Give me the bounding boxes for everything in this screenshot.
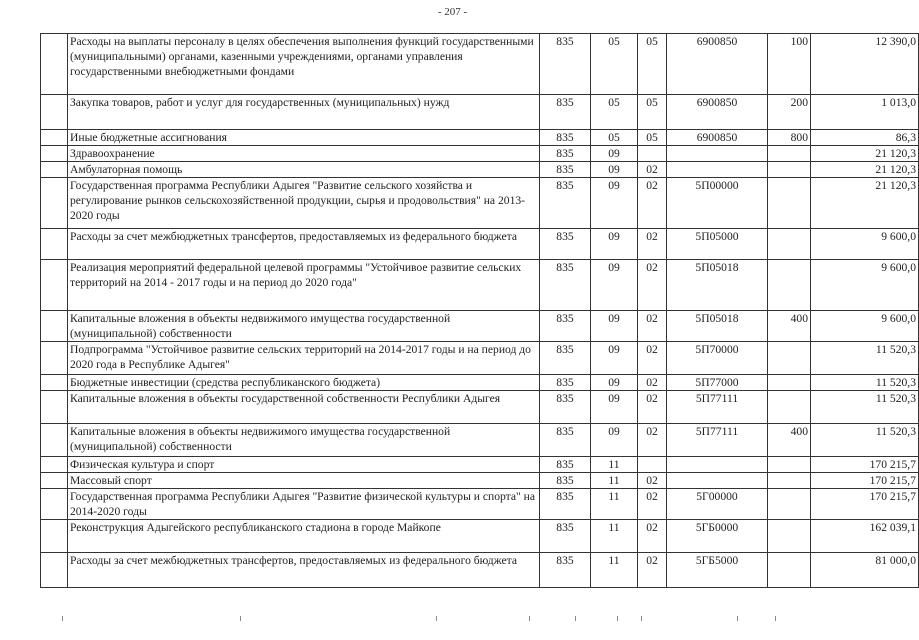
subsection-code-cell: 02	[638, 342, 667, 375]
expense-type-cell	[768, 473, 811, 489]
target-article-cell: 5П77111	[667, 391, 768, 424]
target-article-cell: 6900850	[667, 130, 768, 146]
amount-cell: 162 039,1	[811, 520, 919, 553]
subsection-code-cell: 02	[638, 229, 667, 260]
table-row	[41, 391, 919, 424]
budget-table	[40, 33, 919, 588]
expense-type-cell	[768, 260, 811, 311]
subsection-code-cell	[638, 146, 667, 162]
row-index-cell	[41, 424, 68, 457]
table-row	[41, 95, 919, 130]
expense-type-cell: 800	[768, 130, 811, 146]
tick-mark	[529, 616, 530, 621]
table-row	[41, 34, 919, 95]
target-article-cell: 5П00000	[667, 178, 768, 229]
tick-mark	[641, 616, 642, 621]
item-name-cell: Реализация мероприятий федеральной целевой программы "Устойчивое развитие сельских территорий на 2014 - 2017 годы и на период до 2020 года"	[68, 260, 540, 311]
row-index-cell	[41, 520, 68, 553]
item-name-cell: Капитальные вложения в объекты недвижимого имущества государственной (муниципальной) собственности	[68, 311, 540, 342]
subsection-code-cell: 02	[638, 178, 667, 229]
section-code-cell: 09	[591, 178, 638, 229]
item-name-cell: Амбулаторная помощь	[68, 162, 540, 178]
item-name-cell: Государственная программа Республики Адыгея "Развитие физической культуры и спорта" на 2014-2020 годы	[68, 489, 540, 520]
grbs-code-cell: 835	[540, 342, 591, 375]
expense-type-cell	[768, 457, 811, 473]
section-code-cell: 11	[591, 553, 638, 588]
grbs-code-cell: 835	[540, 260, 591, 311]
row-index-cell	[41, 34, 68, 95]
amount-cell: 1 013,0	[811, 95, 919, 130]
item-name-cell: Бюджетные инвестиции (средства республиканского бюджета)	[68, 375, 540, 391]
section-code-cell: 11	[591, 489, 638, 520]
expense-type-cell	[768, 391, 811, 424]
item-name-cell: Реконструкция Адыгейского республиканского стадиона в городе Майкопе	[68, 520, 540, 553]
subsection-code-cell	[638, 457, 667, 473]
row-index-cell	[41, 391, 68, 424]
bottom-margin-ticks	[40, 616, 878, 622]
row-index-cell	[41, 553, 68, 588]
table-row	[41, 375, 919, 391]
target-article-cell: 5ГБ5000	[667, 553, 768, 588]
item-name-cell: Здравоохранение	[68, 146, 540, 162]
expense-type-cell	[768, 553, 811, 588]
grbs-code-cell: 835	[540, 130, 591, 146]
table-row	[41, 553, 919, 588]
row-index-cell	[41, 130, 68, 146]
grbs-code-cell: 835	[540, 229, 591, 260]
amount-cell: 9 600,0	[811, 311, 919, 342]
target-article-cell	[667, 146, 768, 162]
grbs-code-cell: 835	[540, 457, 591, 473]
section-code-cell: 09	[591, 424, 638, 457]
row-index-cell	[41, 311, 68, 342]
budget-table-body	[41, 34, 919, 588]
target-article-cell: 6900850	[667, 34, 768, 95]
amount-cell: 170 215,7	[811, 489, 919, 520]
subsection-code-cell: 02	[638, 520, 667, 553]
row-index-cell	[41, 473, 68, 489]
item-name-cell: Закупка товаров, работ и услуг для государственных (муниципальных) нужд	[68, 95, 540, 130]
item-name-cell: Физическая культура и спорт	[68, 457, 540, 473]
section-code-cell: 09	[591, 375, 638, 391]
grbs-code-cell: 835	[540, 95, 591, 130]
section-code-cell: 09	[591, 229, 638, 260]
target-article-cell	[667, 473, 768, 489]
row-index-cell	[41, 146, 68, 162]
expense-type-cell	[768, 342, 811, 375]
amount-cell: 21 120,3	[811, 146, 919, 162]
page-number: - 207 -	[437, 6, 468, 18]
table-row	[41, 229, 919, 260]
expense-type-cell	[768, 229, 811, 260]
section-code-cell: 09	[591, 311, 638, 342]
grbs-code-cell: 835	[540, 34, 591, 95]
amount-cell: 11 520,3	[811, 391, 919, 424]
table-row	[41, 178, 919, 229]
section-code-cell: 11	[591, 520, 638, 553]
item-name-cell: Массовый спорт	[68, 473, 540, 489]
item-name-cell: Иные бюджетные ассигнования	[68, 130, 540, 146]
subsection-code-cell: 05	[638, 34, 667, 95]
table-row	[41, 130, 919, 146]
subsection-code-cell: 05	[638, 130, 667, 146]
expense-type-cell: 200	[768, 95, 811, 130]
expense-type-cell	[768, 146, 811, 162]
item-name-cell: Государственная программа Республики Адыгея "Развитие сельского хозяйства и регулирование рынков сельскохозяйственной продукции, сырья и продовольствия" на 2013-2020 годы	[68, 178, 540, 229]
amount-cell: 21 120,3	[811, 178, 919, 229]
target-article-cell	[667, 162, 768, 178]
target-article-cell: 5П77000	[667, 375, 768, 391]
expense-type-cell: 400	[768, 424, 811, 457]
tick-mark	[436, 616, 437, 621]
table-row	[41, 162, 919, 178]
table-row	[41, 311, 919, 342]
row-index-cell	[41, 457, 68, 473]
item-name-cell: Капитальные вложения в объекты недвижимого имущества государственной (муниципальной) собственности	[68, 424, 540, 457]
target-article-cell: 5П77111	[667, 424, 768, 457]
target-article-cell: 5ГБ0000	[667, 520, 768, 553]
expense-type-cell	[768, 178, 811, 229]
grbs-code-cell: 835	[540, 162, 591, 178]
section-code-cell: 09	[591, 342, 638, 375]
amount-cell: 21 120,3	[811, 162, 919, 178]
amount-cell: 170 215,7	[811, 473, 919, 489]
amount-cell: 11 520,3	[811, 424, 919, 457]
item-name-cell: Расходы на выплаты персоналу в целях обеспечения выполнения функций государственными (муниципальными) органами, казенными учреждениями, органами управления государственными внебюджетными фондами	[68, 34, 540, 95]
expense-type-cell	[768, 375, 811, 391]
amount-cell: 86,3	[811, 130, 919, 146]
section-code-cell: 05	[591, 34, 638, 95]
subsection-code-cell: 05	[638, 95, 667, 130]
grbs-code-cell: 835	[540, 520, 591, 553]
target-article-cell: 5Г00000	[667, 489, 768, 520]
row-index-cell	[41, 95, 68, 130]
section-code-cell: 09	[591, 391, 638, 424]
subsection-code-cell: 02	[638, 424, 667, 457]
expense-type-cell	[768, 489, 811, 520]
grbs-code-cell: 835	[540, 311, 591, 342]
table-row	[41, 473, 919, 489]
amount-cell: 11 520,3	[811, 342, 919, 375]
tick-mark	[240, 616, 241, 621]
expense-type-cell	[768, 520, 811, 553]
target-article-cell	[667, 457, 768, 473]
section-code-cell: 11	[591, 457, 638, 473]
section-code-cell: 11	[591, 473, 638, 489]
target-article-cell: 5П05018	[667, 260, 768, 311]
table-row	[41, 457, 919, 473]
section-code-cell: 05	[591, 95, 638, 130]
expense-type-cell	[768, 162, 811, 178]
grbs-code-cell: 835	[540, 553, 591, 588]
row-index-cell	[41, 178, 68, 229]
amount-cell: 12 390,0	[811, 34, 919, 95]
grbs-code-cell: 835	[540, 178, 591, 229]
section-code-cell: 09	[591, 162, 638, 178]
expense-type-cell: 100	[768, 34, 811, 95]
row-index-cell	[41, 229, 68, 260]
subsection-code-cell: 02	[638, 489, 667, 520]
subsection-code-cell: 02	[638, 260, 667, 311]
section-code-cell: 09	[591, 146, 638, 162]
section-code-cell: 05	[591, 130, 638, 146]
grbs-code-cell: 835	[540, 391, 591, 424]
amount-cell: 9 600,0	[811, 260, 919, 311]
row-index-cell	[41, 342, 68, 375]
target-article-cell: 5П70000	[667, 342, 768, 375]
subsection-code-cell: 02	[638, 311, 667, 342]
amount-cell: 170 215,7	[811, 457, 919, 473]
grbs-code-cell: 835	[540, 375, 591, 391]
row-index-cell	[41, 162, 68, 178]
subsection-code-cell: 02	[638, 375, 667, 391]
amount-cell: 11 520,3	[811, 375, 919, 391]
item-name-cell: Расходы за счет межбюджетных трансфертов, предоставляемых из федерального бюджета	[68, 553, 540, 588]
grbs-code-cell: 835	[540, 424, 591, 457]
amount-cell: 9 600,0	[811, 229, 919, 260]
grbs-code-cell: 835	[540, 146, 591, 162]
subsection-code-cell: 02	[638, 162, 667, 178]
grbs-code-cell: 835	[540, 489, 591, 520]
item-name-cell: Подпрограмма "Устойчивое развитие сельских территорий на 2014-2017 годы и на период до 2020 года в Республике Адыгея"	[68, 342, 540, 375]
row-index-cell	[41, 489, 68, 520]
tick-mark	[62, 616, 63, 621]
subsection-code-cell: 02	[638, 473, 667, 489]
item-name-cell: Расходы за счет межбюджетных трансфертов, предоставляемых из федерального бюджета	[68, 229, 540, 260]
section-code-cell: 09	[591, 260, 638, 311]
target-article-cell: 5П05018	[667, 311, 768, 342]
tick-mark	[775, 616, 776, 621]
table-row	[41, 342, 919, 375]
item-name-cell: Капитальные вложения в объекты государственной собственности Республики Адыгея	[68, 391, 540, 424]
table-row	[41, 260, 919, 311]
table-row	[41, 146, 919, 162]
tick-mark	[617, 616, 618, 621]
amount-cell: 81 000,0	[811, 553, 919, 588]
tick-mark	[737, 616, 738, 621]
target-article-cell: 6900850	[667, 95, 768, 130]
target-article-cell: 5П05000	[667, 229, 768, 260]
grbs-code-cell: 835	[540, 473, 591, 489]
subsection-code-cell: 02	[638, 553, 667, 588]
expense-type-cell: 400	[768, 311, 811, 342]
table-row	[41, 489, 919, 520]
tick-mark	[575, 616, 576, 621]
subsection-code-cell: 02	[638, 391, 667, 424]
row-index-cell	[41, 260, 68, 311]
table-row	[41, 520, 919, 553]
table-row	[41, 424, 919, 457]
row-index-cell	[41, 375, 68, 391]
